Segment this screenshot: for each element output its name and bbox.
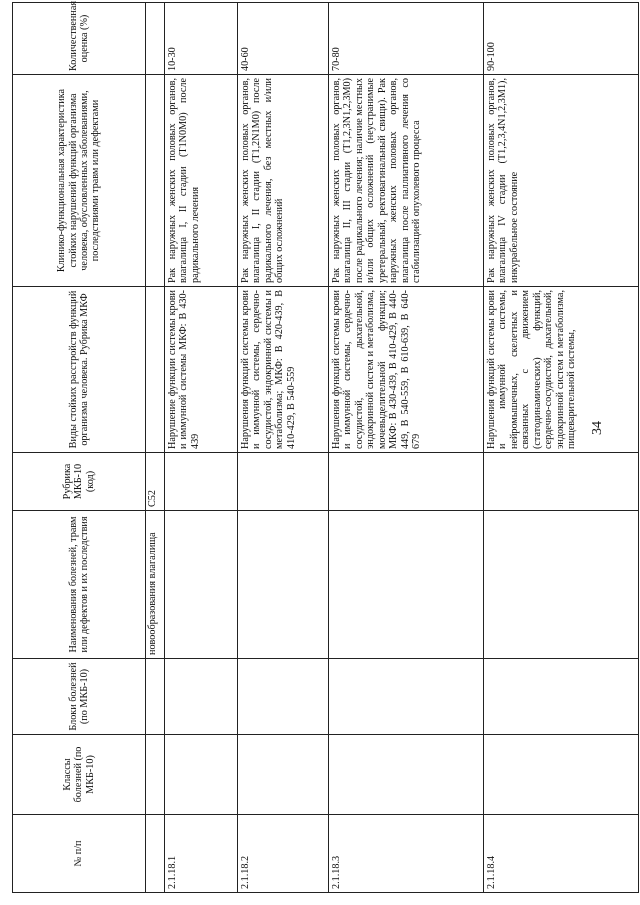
header-blocks: Блоки болезней (по МКБ-10): [13, 659, 146, 735]
table-cell: [146, 815, 165, 893]
table-cell: [146, 3, 165, 75]
table-cell: [329, 735, 484, 815]
header-name: Наименования болезней, травм или дефектов и их последствия: [13, 511, 146, 659]
table-cell: [238, 659, 329, 735]
row-score: 40-60: [238, 3, 329, 75]
row-num: 2.1.18.4: [484, 815, 639, 893]
page-number: 34: [590, 421, 605, 435]
table-cell: [238, 453, 329, 511]
table-cell: [165, 659, 238, 735]
table-cell: [484, 453, 639, 511]
row-num: 2.1.18.2: [238, 815, 329, 893]
table-cell: [484, 659, 639, 735]
table-row: [329, 3, 484, 893]
section-row: [146, 3, 165, 893]
row-characteristic: Рак наружных женских половых органов, влагалища I, II стадии (T1,2N1M0) после радикального лечения, без местных и/или общих осложнений: [238, 75, 329, 287]
table-row: [238, 3, 329, 893]
row-characteristic: Рак наружных женских половых органов, влагалища IV стадии (T1,2,3,4N1,2,3M1), инкурабельное состояние: [484, 75, 639, 287]
table-cell: [165, 453, 238, 511]
header-classes: Классы болезней (по МКБ-10): [13, 735, 146, 815]
table-cell: [238, 511, 329, 659]
row-disorder: Нарушение функции системы крови и иммунной системы МКФ: В 430-439: [165, 287, 238, 453]
table-cell: [238, 735, 329, 815]
row-disorder: Нарушения функций системы крови и иммунной системы, нейромышечных, скелетных и связанных с движением (статодинамических) функций, сердечно-сосудистой, дыхательной, эндокринной систем и метаболизма, пищеварительной системы,: [484, 287, 639, 453]
row-score: 70-80: [329, 3, 484, 75]
row-num: 2.1.18.1: [165, 815, 238, 893]
header-num: № п/п: [13, 815, 146, 893]
table-cell: [329, 453, 484, 511]
header-characteristics: Клинико-функциональная характеристика стойких нарушений функций организма человека, обусловленных заболеваниями, последствиями травм или дефектами: [13, 75, 146, 287]
table-cell: [329, 511, 484, 659]
row-num: 2.1.18.3: [329, 815, 484, 893]
table-header-row: [13, 3, 146, 893]
table-row: [484, 3, 639, 893]
disability-criteria-table: [12, 2, 639, 893]
table-cell: [484, 735, 639, 815]
table-cell: [329, 659, 484, 735]
section-name: новообразования влагалища: [146, 511, 165, 659]
table-cell: [146, 287, 165, 453]
header-score: Количественная оценка (%): [13, 3, 146, 75]
row-characteristic: Рак наружных женских половых органов, влагалища I, II стадии (T1N0M0) после радикального лечения: [165, 75, 238, 287]
table-cell: [146, 735, 165, 815]
header-disorder-types: Виды стойких расстройств функций организма человека. Рубрика МКФ: [13, 287, 146, 453]
table-cell: [146, 659, 165, 735]
table-cell: [165, 511, 238, 659]
header-icd-code: Рубрика МКБ-10 (код): [13, 453, 146, 511]
row-score: 10-30: [165, 3, 238, 75]
table-cell: [146, 75, 165, 287]
table-cell: [484, 511, 639, 659]
row-disorder: Нарушения функций системы крови и иммунной системы, сердечно-сосудистой, эндокринной системы и метаболизма; МКФ: В 420-439, В 410-429, В 540-559: [238, 287, 329, 453]
row-score: 90-100: [484, 3, 639, 75]
row-disorder: Нарушения функций системы крови и иммунной системы, сердечно-сосудистой, дыхательной, эндокринной систем и метаболизма, мочевыделительной функции; МКФ: В 430-439, В 410-429, В 440-449, В 540-559, В 610-639, В 640-679: [329, 287, 484, 453]
row-characteristic: Рак наружных женских половых органов, влагалища II, III стадии (T1,2,3N1,2,3M0) после радикального лечения; наличие местных и/или общих осложнений (неустранимые уретеральный, ректовагинальный свищи). Рак наружных женских половых органов, влагалища после паллиативного лечения со стабилизацией опухолевого процесса: [329, 75, 484, 287]
table-cell: [165, 735, 238, 815]
table-row: [165, 3, 238, 893]
section-icd-code: C52: [146, 453, 165, 511]
